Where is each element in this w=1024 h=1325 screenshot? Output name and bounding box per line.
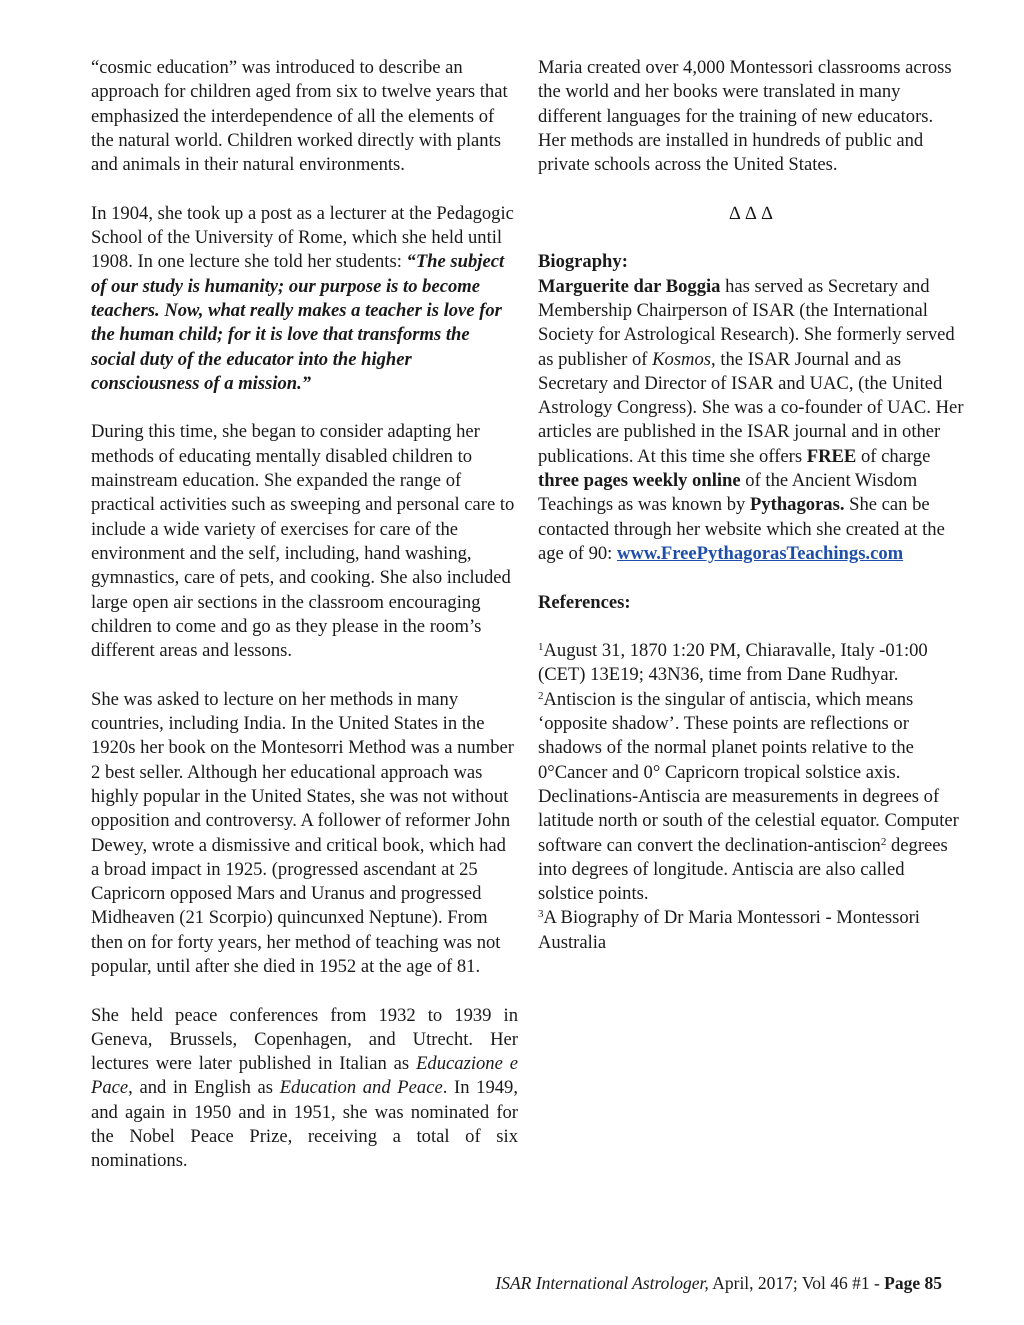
three-pages-emphasis: three pages weekly online [538, 470, 741, 492]
biography-heading: Biography: [538, 251, 628, 273]
reference-3 [538, 906, 964, 955]
free-emphasis: FREE [806, 445, 857, 467]
reference-text: Antiscion is the singular of antiscia, which means ‘opposite shadow’. These points are reflections or shadows of the normal planet points relative to the 0°Cancer and 0° Capricorn tropical solstice axis. Declinations-Antiscia are measurements in degrees of latitude north or south of the celestial equator. Computer software can convert the declination-antiscion [538, 688, 959, 856]
superscript-marker: 2 [880, 835, 887, 848]
references-heading [538, 591, 964, 615]
montessori-quote: “The subject of our study is humanity; our purpose is to become teachers. Now, what really makes a teacher is love for the human child; for it is love that transforms the social duty of the educator into the higher consciousness of a mission.” [91, 251, 505, 394]
reference-1 [538, 639, 964, 688]
biography-text: , the ISAR Journal and as Secretary and Director of ISAR and UAC, (the United Astrology Congress). She was a co-founder of UAC. Her articles are published in the ISAR journal and in other publications. At this time she offers [538, 348, 964, 467]
book-title-english: Education and Peace [279, 1077, 443, 1099]
references-heading-text: References: [538, 591, 631, 613]
paragraph-peace-conferences [91, 1004, 518, 1174]
page-footer [495, 1272, 942, 1294]
publication-name: ISAR International Astrologer, [495, 1273, 709, 1293]
biography-text: of the Ancient Wisdom Teachings as was known by [538, 470, 918, 516]
website-link[interactable]: www.FreePythagorasTeachings.com [617, 542, 904, 564]
reference-text: A Biography of Dr Maria Montessori - Montessori Australia [538, 907, 920, 953]
biography [538, 250, 964, 566]
paragraph-cosmic-education: “cosmic education” was introduced to describe an approach for children aged from six to twelve years that emphasized the interdependence of all the elements of the natural world. Children worked directly with plants and animals in their natural environments. [91, 57, 508, 176]
reference-number: 3 [538, 908, 544, 921]
reference-number: 1 [538, 641, 544, 654]
paragraph-text: In 1904, she took up a post as a lecturer at the Pedagogic School of the University of Rome, which she held until 1908. In one lecture she told her students: [91, 202, 514, 273]
pythagoras-emphasis: Pythagoras. [749, 494, 845, 516]
paragraph-text: She held peace conferences from 1932 to 1939 in Geneva, Brussels, Copenhagen, and Utrecht. Her lectures were later published in Italian as [91, 1004, 518, 1075]
section-separator: ∆ ∆ ∆ [729, 202, 773, 224]
paragraph-text: . In 1949, and again in 1950 and in 1951, she was nominated for the Nobel Peace Prize, receiving a total of six nominations. [91, 1077, 518, 1172]
page-number: Page 85 [884, 1273, 942, 1293]
paragraph-adapting-methods: During this time, she began to consider adapting her methods of educating mentally disabled children to mainstream education. She expanded the range of practical activities such as sweeping and personal care to include a wide variety of exercises for care of the environment and the self, including, hand washing, gymnastics, care of pets, and cooking. She also included large open air sections in the classroom encouraging children to come and go as they please in the room’s different areas and lessons. [91, 421, 515, 662]
paragraph-classrooms: Maria created over 4,000 Montessori classrooms across the world and her books were translated in many different languages for the training of new educators. Her methods are installed in hundreds of public and private schools across the United States. [538, 57, 952, 176]
biography-text: has served as Secretary and Membership Chairperson of ISAR (the International Society for Astrological Research). She formerly served as publisher of [538, 275, 955, 370]
right-column [538, 56, 964, 955]
paragraph-lectures-abroad: She was asked to lecture on her methods in many countries, including India. In the United States in the 1920s her book on the Montesorri Method was a number 2 best seller. Although her educational approach was highly popular in the United States, she was not without opposition and controversy. A follower of reformer John Dewey, wrote a dismissive and critical book, which had a broad impact in 1925. (progressed ascendant at 25 Capricorn opposed Mars and Uranus and progressed Midheaven (21 Scorpio) quincunxed Neptune). From then on for forty years, her method of teaching was not popular, until after she died in 1952 at the age of 81. [91, 688, 514, 977]
reference-text: degrees into degrees of longitude. Antiscia are also called solstice points. [538, 834, 948, 905]
reference-text: August 31, 1870 1:20 PM, Chiaravalle, Italy -01:00 (CET) 13E19; 43N36, time from Dane Rudhyar. [538, 640, 928, 686]
author-name: Marguerite dar Boggia [538, 275, 721, 297]
paragraph-text: , and in English as [128, 1077, 280, 1099]
reference-2 [538, 688, 964, 907]
left-column [91, 56, 518, 1198]
issue-info: April, 2017; Vol 46 #1 - [708, 1273, 885, 1293]
kosmos-title: Kosmos [652, 348, 712, 370]
book-title-italian: Educazione e Pace [91, 1053, 518, 1099]
biography-text: She can be contacted through her website which she created at the age of 90: [538, 494, 945, 564]
paragraph-lecturer-1904 [91, 202, 518, 396]
biography-text: of charge [856, 445, 931, 467]
reference-number: 2 [538, 689, 544, 702]
